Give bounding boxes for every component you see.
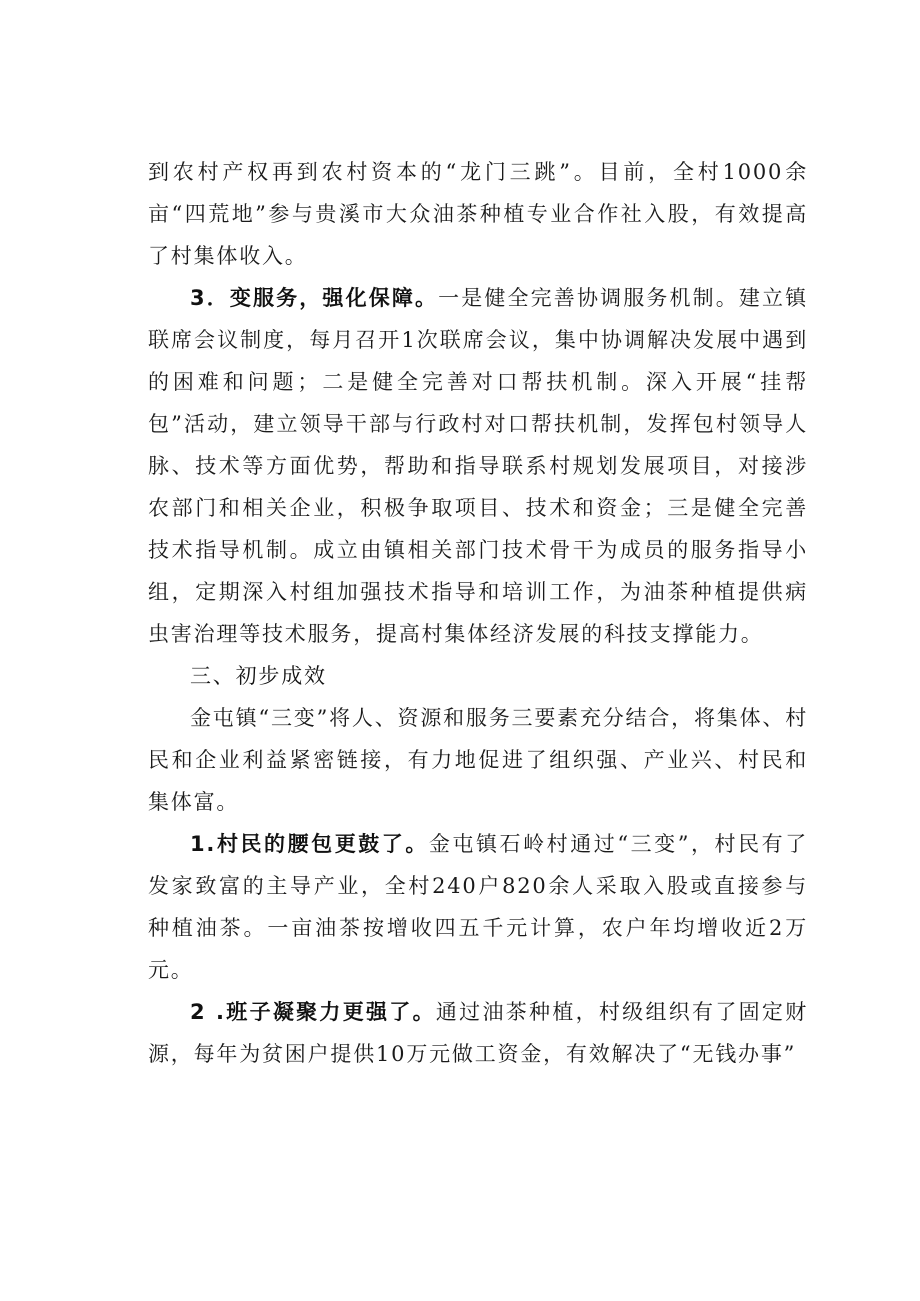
paragraph-item-3	[148, 277, 808, 655]
paragraph-lead-heading: 3．变服务，强化保障。	[190, 286, 439, 310]
paragraph-item-2	[148, 991, 808, 1075]
document-body	[148, 151, 808, 1075]
paragraph-text: 到农村产权再到农村资本的“龙门三跳”。目前，全村1000余亩“四荒地”参与贵溪市大众油茶种植专业合作社入股，有效提高了村集体收入。	[148, 160, 808, 268]
paragraph-body	[148, 697, 808, 823]
paragraph-lead-heading: 2 .班子凝聚力更强了。	[190, 1000, 436, 1024]
paragraph-text: 一是健全完善协调服务机制。建立镇联席会议制度，每月召开1次联席会议，集中协调解决发展中遇到的困难和问题；二是健全完善对口帮扶机制。深入开展“挂帮包”活动，建立领导干部与行政村对口帮扶机制，发挥包村领导人脉、技术等方面优势，帮助和指导联系村规划发展项目，对接涉农部门和相关企业，积极争取项目、技术和资金；三是健全完善技术指导机制。成立由镇相关部门技术骨干为成员的服务指导小组，定期深入村组加强技术指导和培训工作，为油茶种植提供病虫害治理等技术服务，提高村集体经济发展的科技支撑能力。	[148, 286, 808, 646]
paragraph-text: 通过油茶种植，村级组织有了固定财源，每年为贫困户提供10万元做工资金，有效解决了“无钱办事”	[148, 1000, 808, 1066]
paragraph-continuation	[148, 151, 808, 277]
section-heading: 三、初步成效	[190, 664, 327, 688]
paragraph-lead-heading: 1.村民的腰包更鼓了。	[190, 832, 429, 856]
paragraph-item-1	[148, 823, 808, 991]
paragraph-text: 金屯镇“三变”将人、资源和服务三要素充分结合，将集体、村民和企业利益紧密链接，有力地促进了组织强、产业兴、村民和集体富。	[148, 706, 808, 814]
paragraph-text: 金屯镇石岭村通过“三变”，村民有了发家致富的主导产业，全村240户820余人采取入股或直接参与种植油茶。一亩油茶按增收四五千元计算，农户年均增收近2万元。	[148, 832, 808, 982]
